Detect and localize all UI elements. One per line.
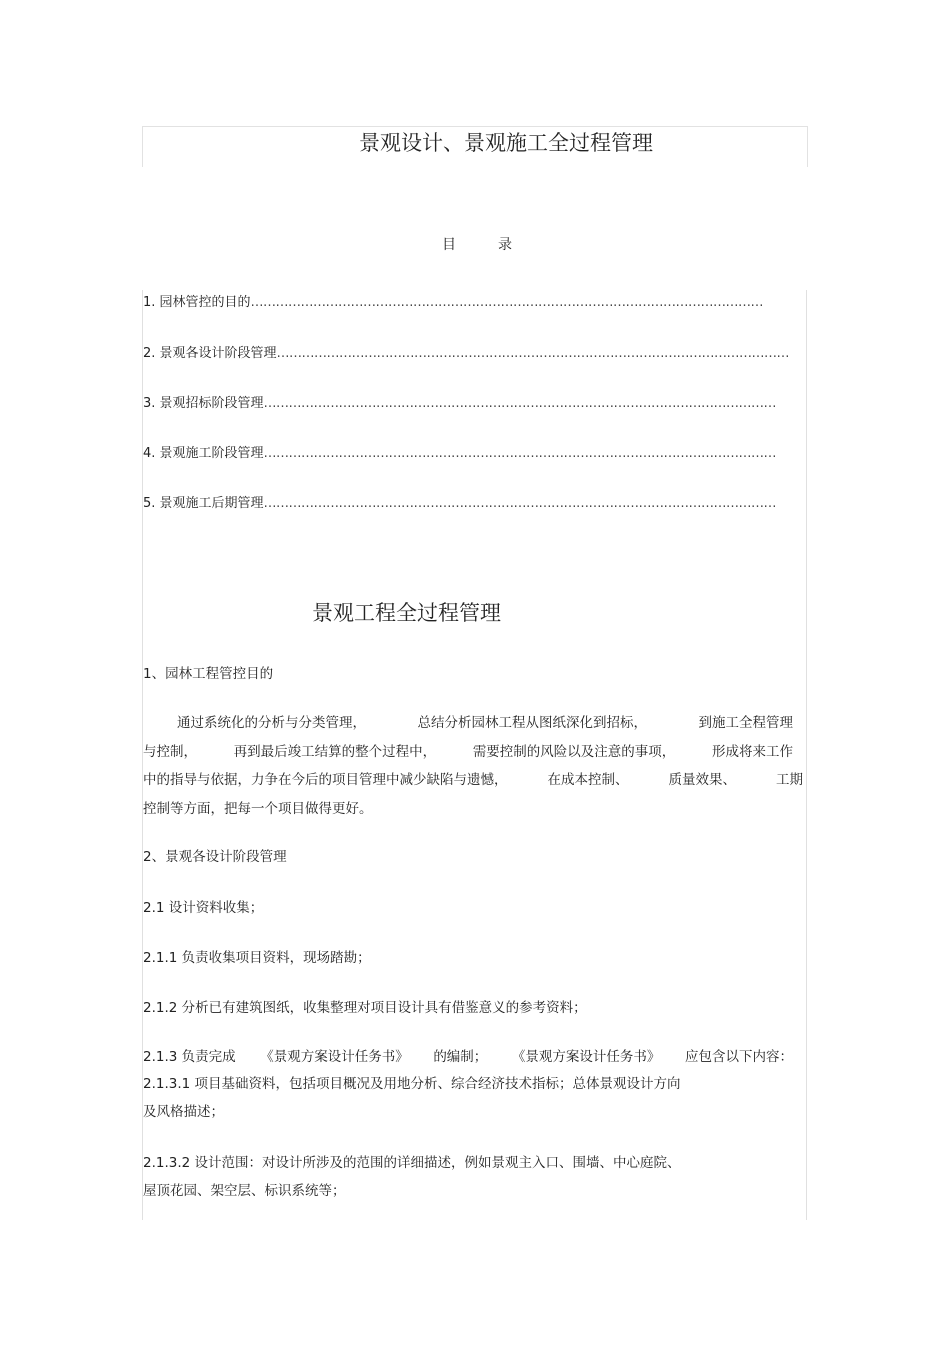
toc-item-label: 2. 景观各设计阶段管理 [143,346,277,361]
toc-leader-dots: …………………………………………………………………………………………………………… [263,446,777,461]
toc-leader-dots: …………………………………………………………………………………………………………… [250,295,764,310]
text-run: 在成本控制、 [547,772,629,788]
text-run: 与控制， [143,743,197,760]
text-run: 《景观方案设计任务书》 [511,1049,661,1065]
toc-item[interactable] [143,442,777,461]
text-run: 《景观方案设计任务书》 [260,1049,409,1065]
paragraph-1 [143,709,803,823]
toc-item[interactable] [143,392,777,411]
item-2-1-3-1: 2.1.3.1 项目基础资料，包括项目概况及用地分析、综合经济技术指标；总体景观设计方向 [143,1076,681,1092]
heading-2: 2、景观各设计阶段管理 [143,849,287,865]
text-run: 应包含以下内容： [684,1049,793,1065]
toc-item[interactable] [143,492,777,511]
page-right-rule [806,290,807,1220]
text-run: 到施工全程管理 [698,715,793,731]
text-run: 再到最后竣工结算的整个过程中， [233,743,437,760]
item-2-1-3-2: 2.1.3.2 设计范围：对设计所涉及的范围的详细描述，例如景观主入口、围墙、中心庭院、 [143,1155,681,1171]
toc-heading-char-2: 录 [498,237,512,253]
item-2-1-3-1-cont: 及风格描述； [143,1104,224,1120]
text-run: 工期 [776,772,803,788]
subheading-2-1: 2.1 设计资料收集； [143,900,264,916]
toc-leader-dots: …………………………………………………………………………………………………………… [263,496,777,511]
toc-heading [442,234,512,254]
item-2-1-1: 2.1.1 负责收集项目资料，现场踏勘； [143,950,371,966]
section-title: 景观工程全过程管理 [312,601,501,625]
toc-item[interactable] [143,291,764,310]
item-2-1-3 [143,1043,793,1072]
item-2-1-3-2-cont: 屋顶花园、架空层、标识系统等； [143,1183,346,1199]
text-run: 通过系统化的分析与分类管理， [177,715,366,731]
heading-1: 1、园林工程管控目的 [143,666,274,682]
text-run: 中的指导与依据，力争在今后的项目管理中减少缺陷与遗憾， [143,772,508,788]
text-run: 需要控制的风险以及注意的事项， [472,743,676,760]
toc-item-label: 5. 景观施工后期管理 [143,496,264,511]
toc-heading-char-1: 目 [442,237,456,253]
text-run: 的编制； [433,1049,488,1065]
text-run: 形成将来工作 [711,743,793,760]
toc-item[interactable] [143,342,790,361]
toc-leader-dots: …………………………………………………………………………………………………………… [276,346,790,361]
document-title: 景观设计、景观施工全过程管理 [359,131,653,155]
text-run: 总结分析园林工程从图纸深化到招标， [417,715,647,731]
toc-leader-dots: …………………………………………………………………………………………………………… [263,396,777,411]
toc-item-label: 3. 景观招标阶段管理 [143,396,264,411]
toc-item-label: 1. 园林管控的目的 [143,295,251,310]
text-run: 2.1.3 负责完成 [143,1049,236,1065]
text-run: 质量效果、 [668,772,736,788]
text-run: 控制等方面，把每一个项目做得更好。 [143,800,373,817]
toc-item-label: 4. 景观施工阶段管理 [143,446,264,461]
item-2-1-2: 2.1.2 分析已有建筑图纸，收集整理对项目设计具有借鉴意义的参考资料； [143,1000,587,1016]
